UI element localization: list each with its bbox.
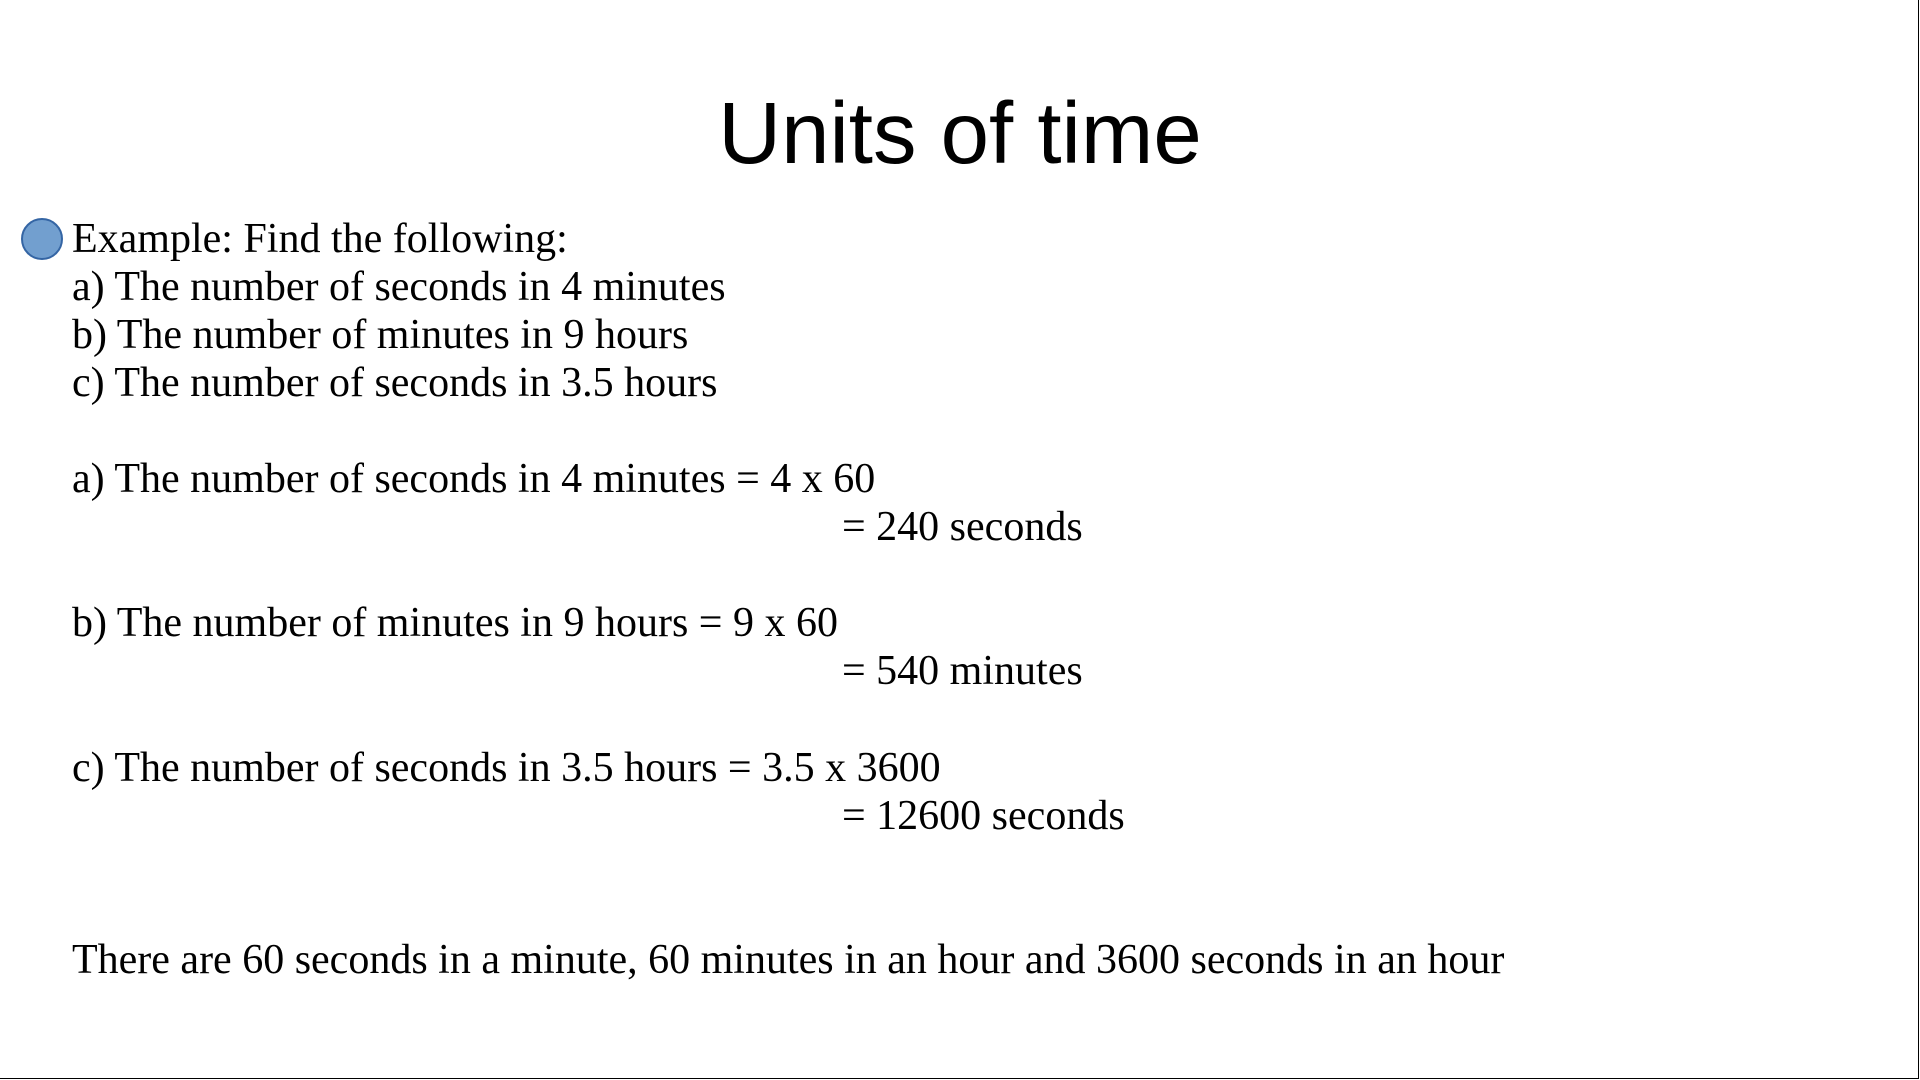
- answer-a-result: = 240 seconds: [842, 504, 1083, 550]
- answer-c-result: = 12600 seconds: [842, 793, 1125, 839]
- answer-b-working: b) The number of minutes in 9 hours = 9 x 60: [72, 600, 838, 646]
- answer-a-working: a) The number of seconds in 4 minutes = 4 x 60: [72, 456, 876, 502]
- slide-title: Units of time: [718, 85, 1202, 182]
- question-intro: Example: Find the following:: [72, 216, 568, 262]
- answer-b-result: = 540 minutes: [842, 648, 1083, 694]
- question-b: b) The number of minutes in 9 hours: [72, 312, 689, 358]
- answer-c-working: c) The number of seconds in 3.5 hours = 3.5 x 3600: [72, 745, 941, 791]
- question-a: a) The number of seconds in 4 minutes: [72, 264, 726, 310]
- question-c: c) The number of seconds in 3.5 hours: [72, 360, 718, 406]
- bullet-icon: [21, 218, 63, 260]
- footnote: There are 60 seconds in a minute, 60 minutes in an hour and 3600 seconds in an hour: [72, 937, 1505, 983]
